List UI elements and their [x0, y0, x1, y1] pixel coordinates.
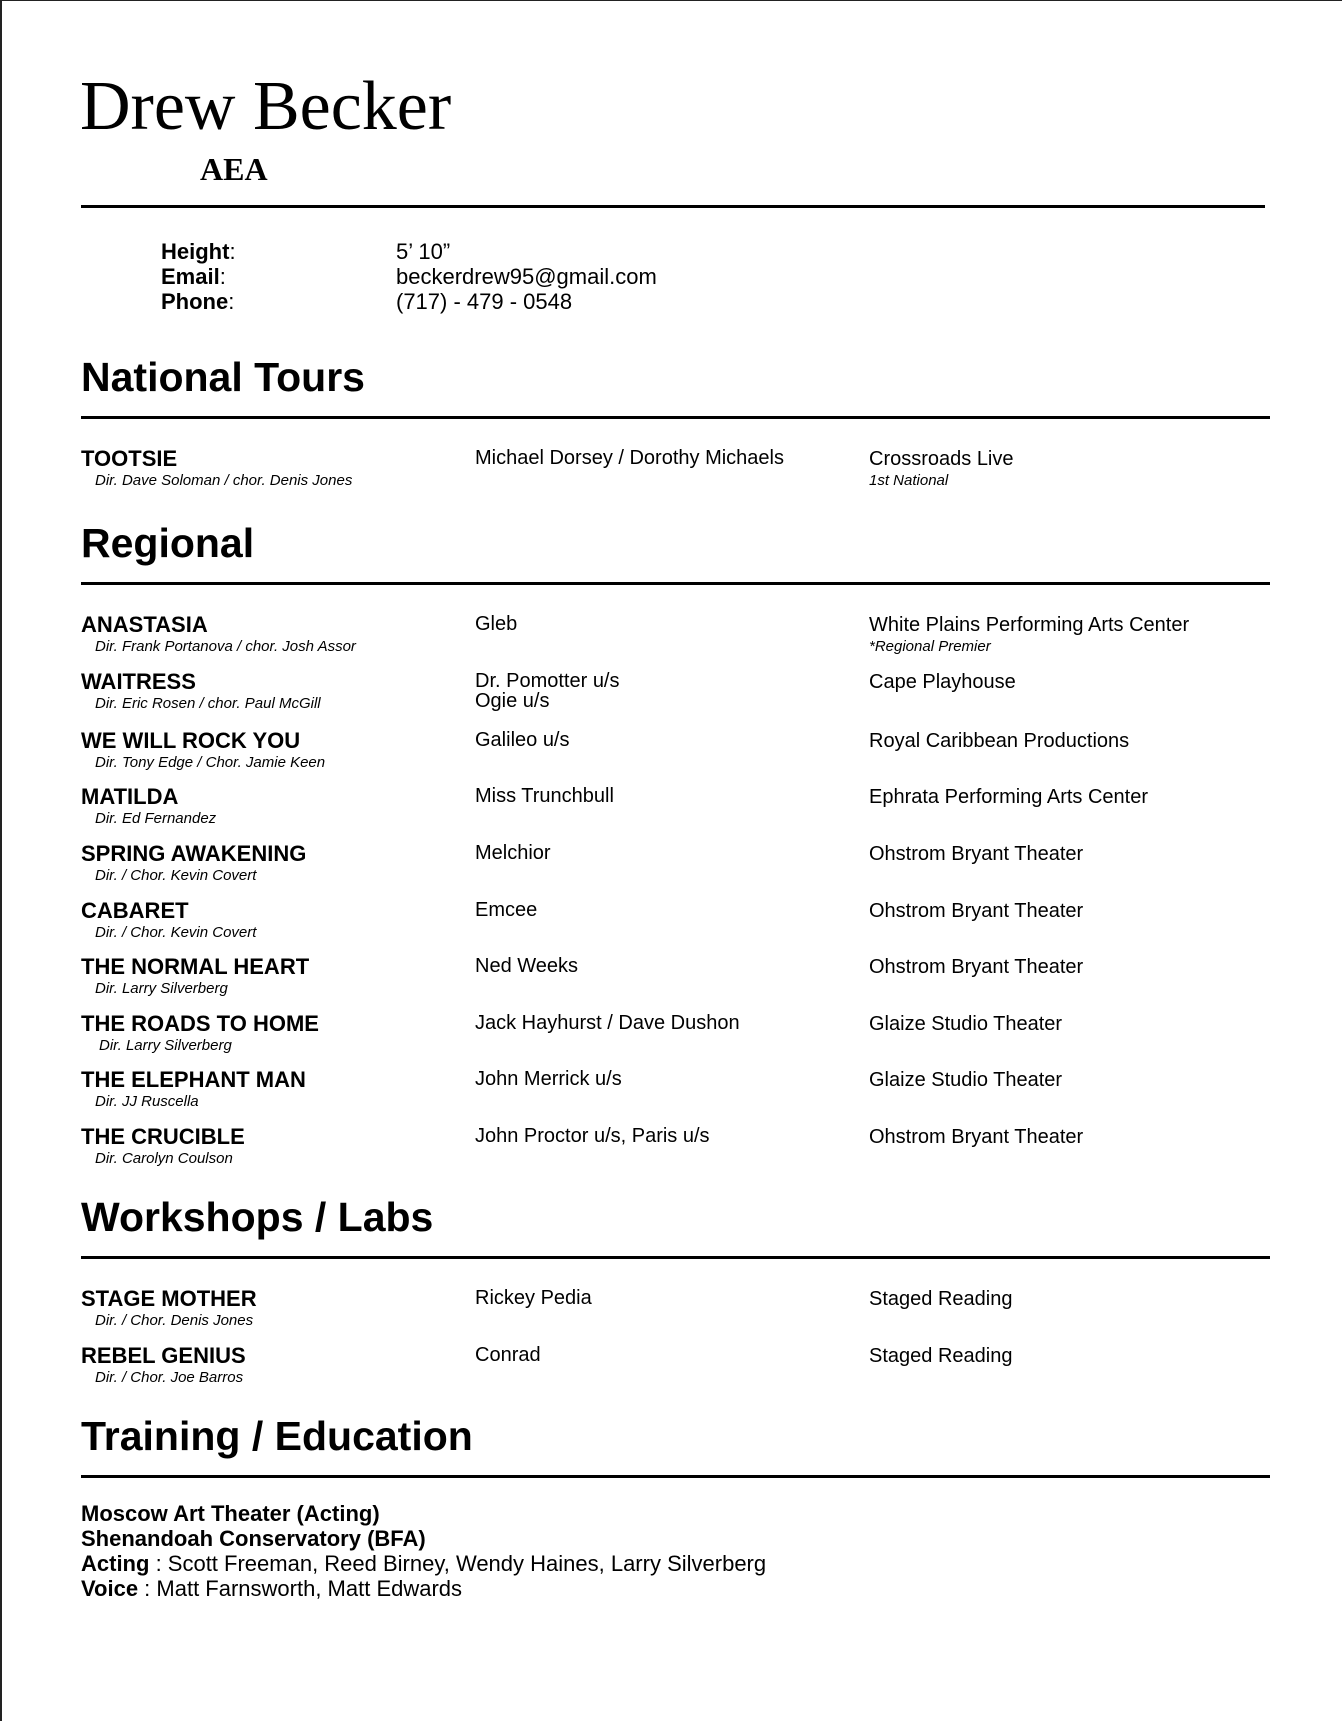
training-line — [81, 1576, 766, 1601]
header-rule — [81, 205, 1265, 208]
director-credit: Dir. / Chor. Kevin Covert — [95, 867, 257, 884]
director-credit: Dir. JJ Ruscella — [95, 1093, 199, 1110]
credit-row — [81, 728, 1271, 784]
director-credit: Dir. Frank Portanova / chor. Josh Assor — [95, 638, 356, 655]
show-title: SPRING AWAKENING — [81, 841, 307, 866]
director-credit: Dir. / Chor. Kevin Covert — [95, 924, 257, 941]
venue: White Plains Performing Arts Center — [869, 614, 1190, 636]
venue: Glaize Studio Theater — [869, 1069, 1063, 1091]
credit-row — [81, 898, 1271, 954]
venue: Royal Caribbean Productions — [869, 730, 1130, 752]
personal-stats — [161, 239, 657, 314]
role: Jack Hayhurst / Dave Dushon — [475, 1012, 740, 1034]
stat-label: Phone — [161, 289, 229, 314]
venue: Cape Playhouse — [869, 671, 1016, 693]
credit-row — [81, 841, 1271, 897]
credit-row — [81, 954, 1271, 1010]
training-line — [81, 1526, 766, 1551]
venue: Staged Reading — [869, 1288, 1013, 1310]
credit-row — [81, 446, 1271, 502]
director-credit: Dir. Eric Rosen / chor. Paul McGill — [95, 695, 321, 712]
director-credit: Dir. / Chor. Joe Barros — [95, 1369, 244, 1386]
stat-colon: : — [219, 264, 226, 289]
director-credit: Dir. Larry Silverberg — [95, 980, 228, 997]
training-label: Voice — [81, 1576, 139, 1601]
role: Melchior — [475, 842, 551, 864]
role: John Proctor u/s, Paris u/s — [475, 1125, 710, 1147]
training-label: Acting — [81, 1551, 150, 1576]
credit-row — [81, 1124, 1271, 1180]
credit-row — [81, 1011, 1271, 1067]
show-title: THE CRUCIBLE — [81, 1124, 245, 1149]
stat-colon: : — [229, 239, 236, 264]
director-credit: Dir. / Chor. Denis Jones — [95, 1312, 254, 1329]
show-title: THE ELEPHANT MAN — [81, 1067, 306, 1092]
training-list — [81, 1501, 766, 1601]
section-title-workshops: Workshops / Labs — [81, 1194, 434, 1240]
venue: Ohstrom Bryant Theater — [869, 900, 1084, 922]
stat-label: Email — [161, 264, 220, 289]
section-title-regional: Regional — [81, 520, 255, 566]
role: Conrad — [475, 1344, 541, 1366]
show-title: THE NORMAL HEART — [81, 954, 310, 979]
show-title: WE WILL ROCK YOU — [81, 728, 301, 753]
section-rule — [81, 1256, 1270, 1259]
credit-row — [81, 1067, 1271, 1123]
show-title: CABARET — [81, 898, 189, 923]
section-rule — [81, 582, 1270, 585]
credit-row — [81, 1343, 1271, 1399]
training-label: Shenandoah Conservatory (BFA) — [81, 1526, 426, 1551]
section-title-training: Training / Education — [81, 1413, 473, 1459]
stat-row-email — [161, 264, 657, 289]
stat-label: Height — [161, 239, 230, 264]
venue: Glaize Studio Theater — [869, 1013, 1063, 1035]
venue-note: *Regional Premier — [869, 638, 991, 655]
venue: Ephrata Performing Arts Center — [869, 786, 1149, 808]
stat-row-height — [161, 239, 657, 264]
credit-row — [81, 669, 1271, 725]
stat-value: 5’ 10” — [396, 239, 451, 264]
venue: Ohstrom Bryant Theater — [869, 956, 1084, 978]
role: Michael Dorsey / Dorothy Michaels — [475, 447, 784, 469]
role: John Merrick u/s — [475, 1068, 622, 1090]
venue: Crossroads Live — [869, 448, 1014, 470]
director-credit: Dir. Tony Edge / Chor. Jamie Keen — [95, 754, 326, 771]
training-label: Moscow Art Theater (Acting) — [81, 1501, 380, 1526]
training-teachers: : Matt Farnsworth, Matt Edwards — [138, 1576, 463, 1601]
director-credit: Dir. Dave Soloman / chor. Denis Jones — [95, 472, 353, 489]
credit-row — [81, 612, 1271, 668]
venue: Ohstrom Bryant Theater — [869, 843, 1084, 865]
venue: Staged Reading — [869, 1345, 1013, 1367]
union-affiliation: AEA — [200, 151, 268, 187]
credit-row — [81, 784, 1271, 840]
role: Ned Weeks — [475, 955, 579, 977]
show-title: THE ROADS TO HOME — [81, 1011, 319, 1036]
stat-colon: : — [228, 289, 235, 314]
section-title-national-tours: National Tours — [81, 354, 365, 400]
training-teachers: : Scott Freeman, Reed Birney, Wendy Haines, Larry Silverberg — [149, 1551, 767, 1576]
show-title: WAITRESS — [81, 669, 196, 694]
show-title: MATILDA — [81, 784, 179, 809]
role: Emcee — [475, 899, 538, 921]
director-credit: Dir. Larry Silverberg — [99, 1037, 232, 1054]
role: Rickey Pedia — [475, 1287, 592, 1309]
venue-note: 1st National — [869, 472, 949, 489]
actor-name: Drew Becker — [80, 68, 452, 145]
stat-row-phone — [161, 289, 657, 314]
show-title: REBEL GENIUS — [81, 1343, 246, 1368]
role: Gleb — [475, 613, 518, 635]
credit-row — [81, 1286, 1271, 1342]
stat-value: (717) - 479 - 0548 — [396, 289, 573, 314]
section-rule — [81, 1475, 1270, 1478]
stat-value: beckerdrew95@gmail.com — [396, 264, 657, 289]
training-line — [81, 1501, 766, 1526]
show-title: STAGE MOTHER — [81, 1286, 257, 1311]
role: Dr. Pomotter u/s Ogie u/s — [475, 670, 620, 712]
director-credit: Dir. Ed Fernandez — [95, 810, 217, 827]
director-credit: Dir. Carolyn Coulson — [95, 1150, 233, 1167]
show-title: TOOTSIE — [81, 446, 178, 471]
role: Miss Trunchbull — [475, 785, 614, 807]
venue: Ohstrom Bryant Theater — [869, 1126, 1084, 1148]
show-title: ANASTASIA — [81, 612, 208, 637]
section-rule — [81, 416, 1270, 419]
role: Galileo u/s — [475, 729, 570, 751]
training-line — [81, 1551, 766, 1576]
